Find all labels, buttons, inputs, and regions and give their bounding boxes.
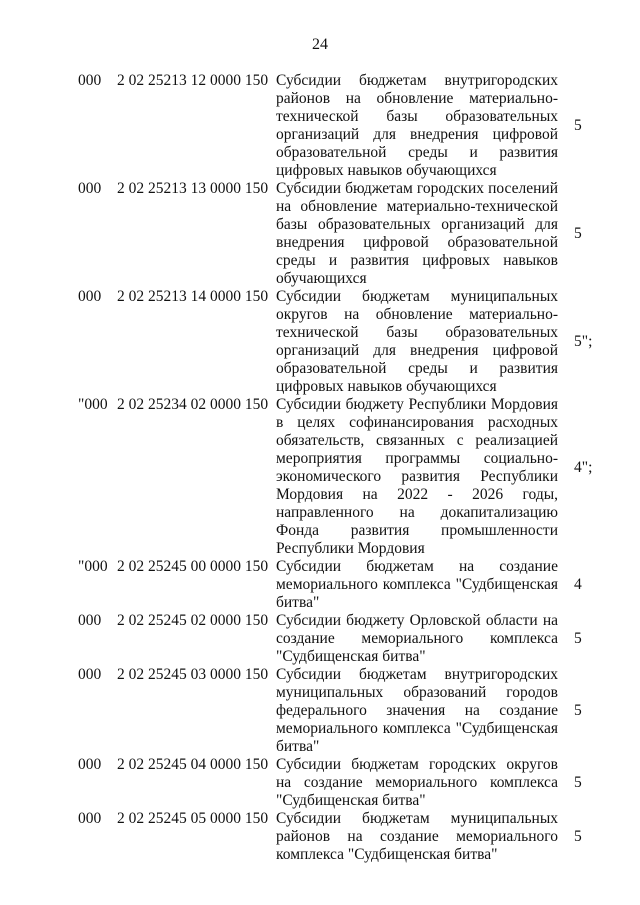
budget-classification-code: 2 02 25245 04 0000 150 — [117, 756, 269, 773]
table-row — [0, 756, 640, 810]
income-name: Субсидии бюджету Орловской области на создание мемориального комплекса "Судбищенская битва" — [276, 612, 558, 665]
budget-classification-code: 2 02 25234 02 0000 150 — [117, 396, 269, 413]
income-name: Субсидии бюджетам внутригородских муниципальных образований городов федерального значения на создание мемориального комплекса "Судбищенская битва" — [276, 666, 558, 755]
page-number: 24 — [312, 36, 328, 53]
income-name: Субсидии бюджетам муниципальных округов на обновление материально-технической базы образовательных организаций для внедрения цифровой образовательной среды и развития цифровых навыков обучающихся — [276, 288, 558, 395]
table-row — [0, 288, 640, 396]
admin-code: "000 — [78, 558, 108, 575]
income-norm-value: 5 — [574, 828, 582, 845]
income-norm-value: 5 — [574, 630, 582, 647]
income-name: Субсидии бюджетам на создание мемориального комплекса "Судбищенская битва" — [276, 558, 558, 611]
budget-classification-code: 2 02 25245 03 0000 150 — [117, 666, 269, 683]
table-row — [0, 558, 640, 612]
income-name: Субсидии бюджетам городских поселений на обновление материально-технической базы образовательных организаций для внедрения цифровой образовательной среды и развития цифровых навыков обучающихся — [276, 180, 558, 287]
admin-code: 000 — [78, 180, 102, 197]
table-row — [0, 810, 640, 864]
income-name: Субсидии бюджетам внутригородских районов на обновление материально-технической базы образовательных организаций для внедрения цифровой образовательной среды и развития цифровых навыков обучающихся — [276, 72, 558, 179]
income-norm-value: 4"; — [574, 459, 593, 476]
table-row — [0, 72, 640, 180]
budget-code-table — [0, 72, 640, 864]
income-name: Субсидии бюджету Республики Мордовия в целях софинансирования расходных обязательств, связанных с реализацией мероприятия программы социально-экономического развития Республики Мордовия на 2022 - 2026 годы, направленного на докапитализацию Фонда развития промышленности Республики Мордовия — [276, 396, 558, 557]
income-norm-value: 5 — [574, 225, 582, 242]
income-name: Субсидии бюджетам муниципальных районов на создание мемориального комплекса "Судбищенская битва" — [276, 810, 558, 863]
income-norm-value: 5 — [574, 702, 582, 719]
admin-code: 000 — [78, 666, 102, 683]
income-norm-value: 4 — [574, 576, 582, 593]
budget-classification-code: 2 02 25213 14 0000 150 — [117, 288, 269, 305]
budget-classification-code: 2 02 25245 05 0000 150 — [117, 810, 269, 827]
budget-classification-code: 2 02 25245 02 0000 150 — [117, 612, 269, 629]
admin-code: 000 — [78, 288, 102, 305]
budget-classification-code: 2 02 25245 00 0000 150 — [117, 558, 269, 575]
admin-code: "000 — [78, 396, 108, 413]
admin-code: 000 — [78, 756, 102, 773]
income-name: Субсидии бюджетам городских округов на создание мемориального комплекса "Судбищенская битва" — [276, 756, 558, 809]
table-row — [0, 612, 640, 666]
table-row — [0, 396, 640, 558]
budget-classification-code: 2 02 25213 13 0000 150 — [117, 180, 269, 197]
income-norm-value: 5 — [574, 774, 582, 791]
budget-classification-code: 2 02 25213 12 0000 150 — [117, 72, 269, 89]
table-row — [0, 180, 640, 288]
income-norm-value: 5 — [574, 117, 582, 134]
admin-code: 000 — [78, 72, 102, 89]
admin-code: 000 — [78, 612, 102, 629]
table-row — [0, 666, 640, 756]
income-norm-value: 5"; — [574, 333, 593, 350]
admin-code: 000 — [78, 810, 102, 827]
